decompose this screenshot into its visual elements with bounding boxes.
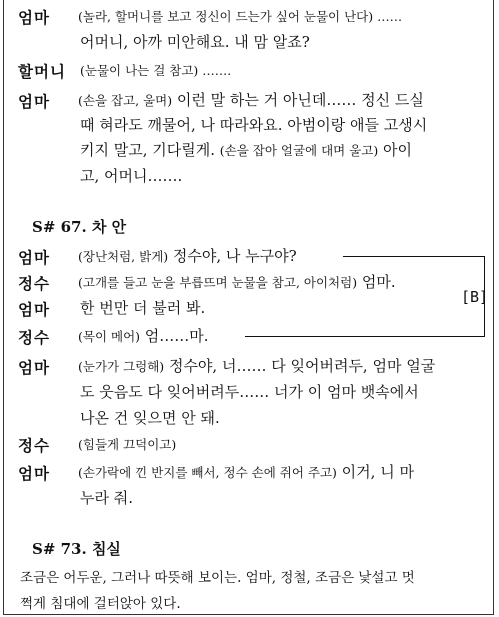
dialogue-line: (장난처럼, 밝게) 정수야, 나 누구야? [78, 247, 297, 265]
speaker-label: 엄마 [18, 8, 50, 27]
dialogue-line: 어머니, 아까 미안해요. 내 맘 알죠? [80, 33, 310, 51]
dialogue-line: 때 혀라도 깨물어, 나 따라와요. 아범이랑 애들 고생시 [80, 116, 428, 134]
bracket-label: [B] [461, 288, 489, 306]
dialogue-line: (눈가가 그렁해) 정수야, 너…… 다 잊어버려두, 엄마 얼굴 [78, 357, 436, 375]
scene-heading: S# 67. 차 안 [32, 218, 127, 236]
speaker-label: 엄마 [18, 300, 50, 319]
scene-heading: S# 73. 침실 [32, 540, 121, 558]
dialogue-line: (고개를 들고 눈을 부릅뜨며 눈물을 참고, 아이처럼) 엄마. [78, 273, 396, 291]
dialogue-line: 도 웃음도 다 잊어버려두…… 너가 이 엄마 뱃속에서 [80, 383, 419, 401]
speaker-label: 정수 [18, 274, 50, 293]
dialogue-line: (손가락에 낀 반지를 빼서, 정수 손에 쥐어 주고) 이거, 니 마 [78, 463, 414, 481]
dialogue-line: 나온 건 잊으면 안 돼. [80, 409, 220, 427]
dialogue-line: (손을 잡고, 울며) 이런 말 하는 거 아닌데…… 정신 드실 [78, 91, 424, 109]
speaker-label: 엄마 [18, 358, 50, 377]
speaker-label: 정수 [18, 328, 50, 347]
stage-direction: (힘들게 끄덕이고) [78, 437, 177, 452]
stage-direction: (눈물이 나는 걸 참고) ……. [80, 63, 232, 78]
scene-description: 조금은 어두운, 그러나 따뜻해 보이는. 엄마, 정철, 조금은 낯설고 멋 [20, 570, 415, 586]
speaker-label: 엄마 [18, 464, 50, 483]
bracket-bottom-line [245, 336, 485, 337]
speaker-label: 엄마 [18, 248, 50, 267]
dialogue-line: 한 번만 더 불러 봐. [80, 299, 206, 317]
bracket-top-line [343, 256, 485, 257]
dialogue-line: 고, 어머니……. [80, 167, 183, 185]
speaker-label: 할머니 [18, 62, 66, 81]
dialogue-line: (목이 메어) 엄……마. [78, 327, 209, 345]
speaker-label: 정수 [18, 436, 50, 455]
dialogue-line: 키지 말고, 기다릴게. (손을 잡아 얼굴에 대며 울고) 아이 [80, 141, 412, 159]
scene-description: 쩍게 침대에 걸터앉아 있다. [20, 596, 181, 612]
stage-direction: (놀라, 할머니를 보고 정신이 드는가 싶어 눈물이 난다) …… [78, 9, 403, 24]
speaker-label: 엄마 [18, 92, 50, 111]
dialogue-line: 누라 줘. [80, 489, 134, 507]
